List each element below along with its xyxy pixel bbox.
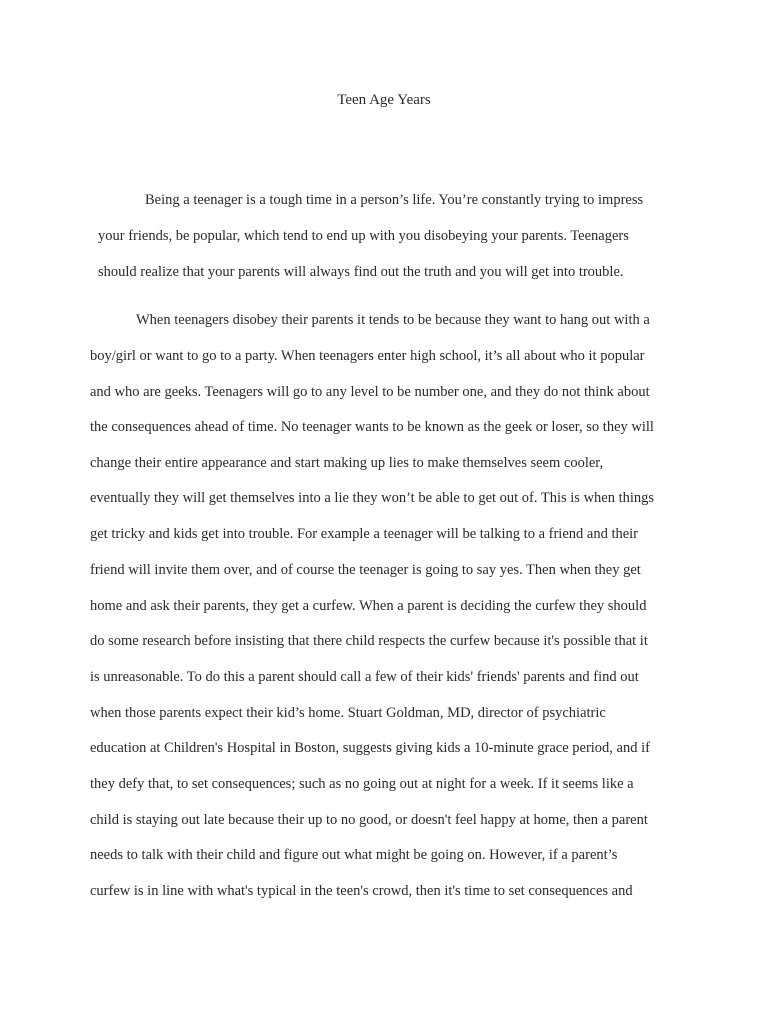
text-line: when those parents expect their kid’s home. Stuart Goldman, MD, director of psychiatric [90, 705, 606, 721]
text-line: When teenagers disobey their parents it tends to be because they want to hang out with a [136, 312, 650, 328]
text-line: friend will invite them over, and of course the teenager is going to say yes. Then when they get [90, 562, 641, 578]
text-line: get tricky and kids get into trouble. For example a teenager will be talking to a friend and their [90, 526, 639, 542]
text-line: Being a teenager is a tough time in a person’s life. You’re constantly trying to impress [145, 192, 644, 208]
text-line: boy/girl or want to go to a party. When teenagers enter high school, it’s all about who it popular [90, 348, 645, 364]
text-line: is unreasonable. To do this a parent should call a few of their kids' friends' parents and find out [90, 669, 639, 685]
text-line: and who are geeks. Teenagers will go to any level to be number one, and they do not think about [90, 384, 650, 400]
text-line: do some research before insisting that there child respects the curfew because it's possible that it [90, 633, 648, 649]
text-line: curfew is in line with what's typical in the teen's crowd, then it's time to set consequences and [90, 883, 633, 899]
text-line: needs to talk with their child and figure out what might be going on. However, if a parent’s [90, 847, 618, 863]
text-line: home and ask their parents, they get a curfew. When a parent is deciding the curfew they should [90, 598, 647, 614]
text-line: education at Children's Hospital in Boston, suggests giving kids a 10-minute grace period, and if [90, 740, 650, 756]
text-line: they defy that, to set consequences; such as no going out at night for a week. If it seems like a [90, 776, 634, 792]
text-line: the consequences ahead of time. No teenager wants to be known as the geek or loser, so they will [90, 419, 654, 435]
text-line: eventually they will get themselves into a lie they won’t be able to get out of. This is when things [90, 490, 655, 506]
text-line: child is staying out late because their up to no good, or doesn't feel happy at home, then a parent [90, 812, 648, 828]
document-title: Teen Age Years [337, 92, 431, 108]
text-line: change their entire appearance and start making up lies to make themselves seem cooler, [90, 455, 604, 471]
text-line: your friends, be popular, which tend to end up with you disobeying your parents. Teenagers [98, 228, 629, 244]
text-line: should realize that your parents will always find out the truth and you will get into trouble. [98, 264, 624, 280]
